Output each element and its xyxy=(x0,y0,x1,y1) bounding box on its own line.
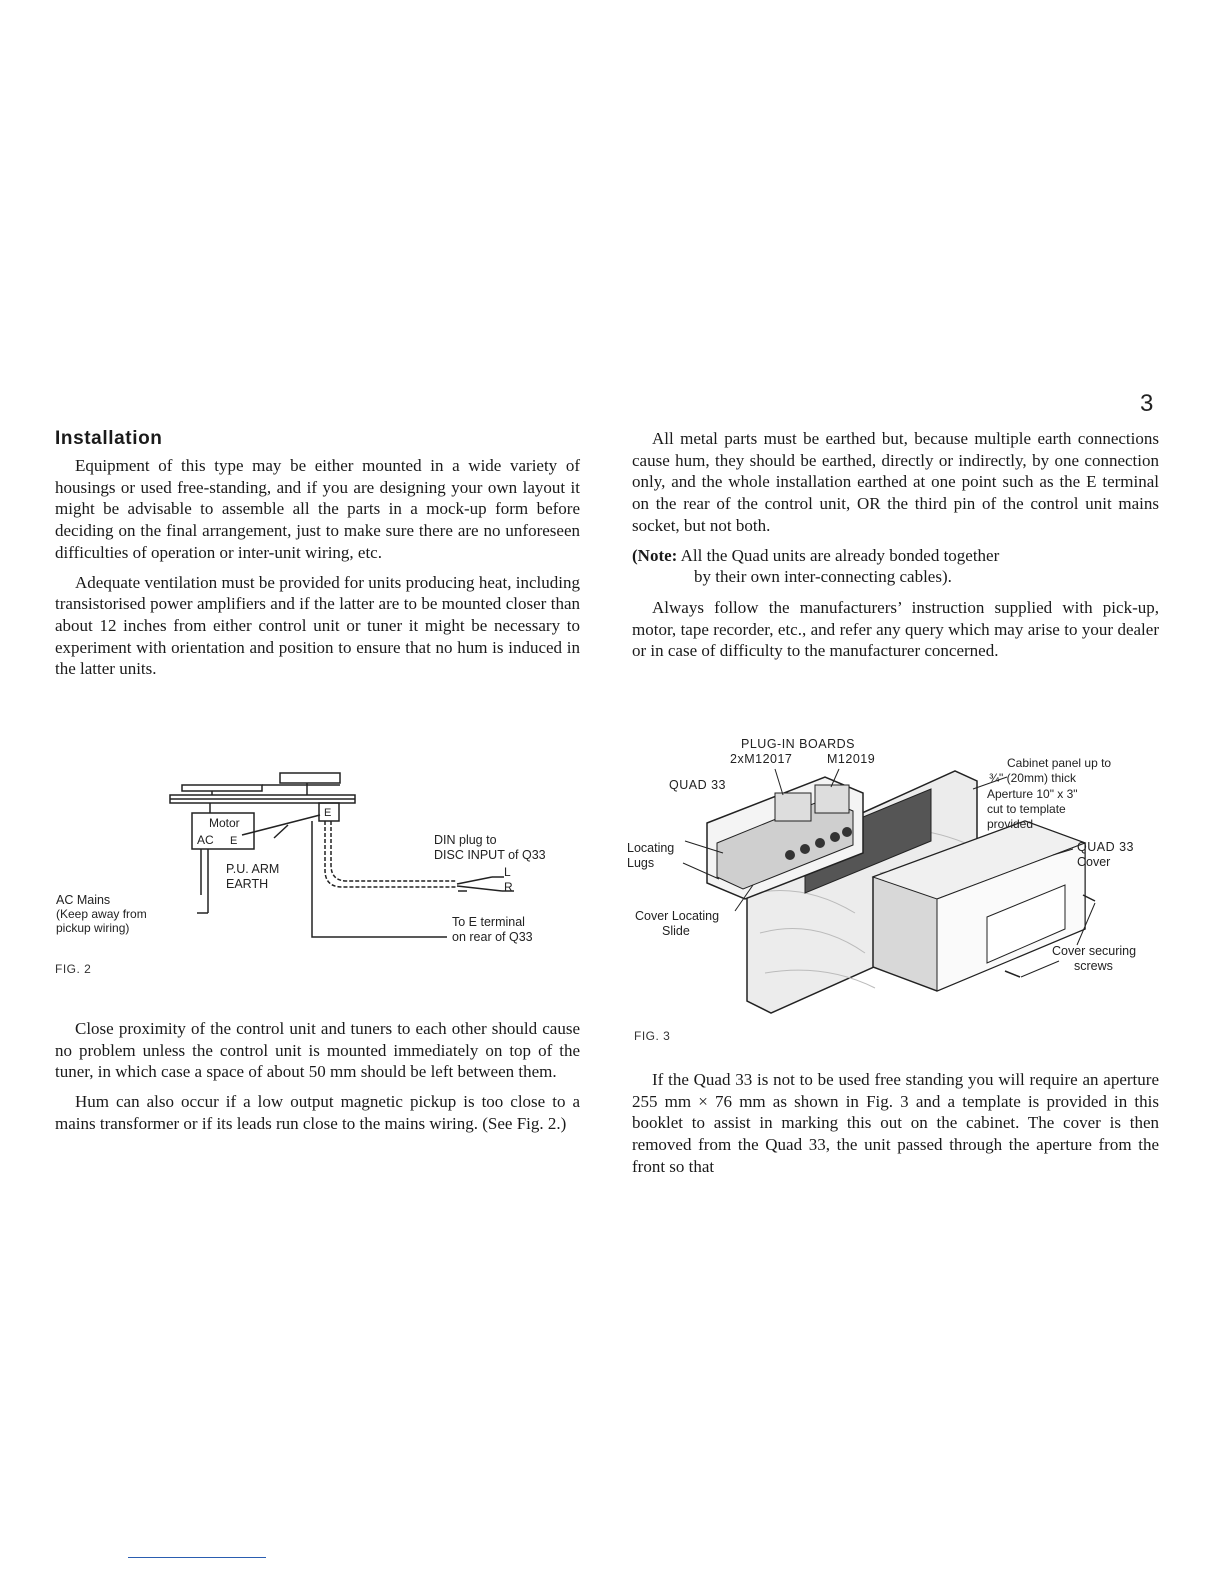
fig2-motor-e-label: E xyxy=(230,835,238,847)
note-line-1: All the Quad units are already bonded together xyxy=(680,545,1000,565)
fig2-arm-e-label: E xyxy=(324,807,332,819)
e-terminal-wire xyxy=(312,821,447,937)
fig2-motor-label: Motor xyxy=(209,816,240,830)
installation-paragraph-1: Equipment of this type may be either mounted in a wide variety of housings or used free-standing, and if you are designing your own layout it might be advisable to assemble all the parts in a mock-up form before deciding on the final arrangement, just to make sure there are no unforeseen difficulties of operation or inter-unit wiring, etc. xyxy=(55,456,580,562)
fig3-plugin-label-2a: 2xM12017 xyxy=(730,752,793,766)
aperture-section xyxy=(632,1069,1159,1186)
fig3-cover-label-2: Cover xyxy=(1077,855,1111,869)
fig3-plugin-label-2b: M12019 xyxy=(827,752,876,766)
earthing-section xyxy=(632,428,1159,670)
fig3-screws-label-2: screws xyxy=(1074,959,1113,973)
fig2-pu-arm-label-2: EARTH xyxy=(226,877,269,891)
fig3-cabinet-label-1: Cabinet panel up to xyxy=(1007,756,1112,770)
fig3-cover-label-1: QUAD 33 xyxy=(1077,840,1134,854)
fig2-e-terminal-label-2: on rear of Q33 xyxy=(452,930,533,944)
installation-continued xyxy=(55,1018,580,1143)
fig3-screws-label-1: Cover securing xyxy=(1052,944,1137,958)
fig3-caption: FIG. 3 xyxy=(634,1029,671,1043)
fig3-aperture-label-3: provided xyxy=(987,817,1034,831)
plugin-board-1 xyxy=(775,793,811,821)
fig3-locating-label-2: Lugs xyxy=(627,856,655,870)
earthing-paragraph: All metal parts must be earthed but, because multiple earth connections cause hum, they should be earthed, directly or indirectly, by one connection only, and the whole installation earthed at one point such as the E terminal on the rear of the control unit, OR the third pin of the control unit mains socket, but not both. xyxy=(632,429,1159,535)
note-line-2: by their own inter-connecting cables). xyxy=(694,567,952,587)
installation-section xyxy=(55,428,580,688)
fig2-din-label-2: DISC INPUT of Q33 xyxy=(434,848,546,862)
installation-paragraph-3: Close proximity of the control unit and tuners to each other should cause no problem unless the control unit is mounted immediately on top of the tuner, in which case a space of about 50 mm should be left between them. xyxy=(55,1019,580,1082)
figure-3 xyxy=(625,733,1160,1018)
tonearm-head xyxy=(280,773,340,783)
fig2-l-label: L xyxy=(504,865,511,879)
turntable-platter xyxy=(182,785,262,791)
fig2-pu-arm-label-1: P.U. ARM xyxy=(226,862,280,876)
manufacturer-instructions-paragraph: Always follow the manufacturers’ instruction supplied with pick-up, motor, tape recorder, etc., and refer any query which may arise to your dealer or in case of difficulty to the manufacturer concerned. xyxy=(632,597,1159,661)
fig3-aperture-label-2: cut to template xyxy=(987,802,1066,816)
fig3-cover-locating-label-1: Cover Locating xyxy=(635,909,720,923)
fig2-ac-mains-label-3: pickup wiring) xyxy=(56,921,130,935)
fig3-cover-locating-label-2: Slide xyxy=(662,924,690,938)
footnote-rule xyxy=(128,1557,266,1558)
fig2-ac-label: AC xyxy=(197,833,214,847)
fig3-quad33-label: QUAD 33 xyxy=(669,778,726,792)
installation-paragraph-4: Hum can also occur if a low output magnetic pickup is too close to a mains transformer or if its leads run close to the mains wiring. (See Fig. 2.) xyxy=(55,1092,580,1133)
fig2-r-label: R xyxy=(504,880,513,894)
din-l-line xyxy=(457,877,492,884)
installation-heading: Installation xyxy=(55,428,163,449)
fig3-plugin-label-1: PLUG-IN BOARDS xyxy=(741,737,855,751)
aperture-paragraph: If the Quad 33 is not to be used free standing you will require an aperture 255 mm × 76 mm as shown in Fig. 3 and a template is provided in this booklet to assist in marking this out on the cabinet. The cover is then removed from the Quad 33, the unit passed through the aperture from the front so that xyxy=(632,1070,1159,1176)
fig2-ac-mains-label-2: (Keep away from xyxy=(56,907,147,921)
page-number: 3 xyxy=(1140,390,1154,417)
cover-screw-2 xyxy=(1005,971,1020,977)
fig3-diagram xyxy=(625,733,1160,1018)
fig2-diagram xyxy=(52,765,582,980)
fig2-e-terminal-label-1: To E terminal xyxy=(452,915,525,929)
fig2-din-label-1: DIN plug to xyxy=(434,833,497,847)
figure-2 xyxy=(52,765,582,980)
note-block xyxy=(632,545,1159,588)
fig3-aperture-label-1: Aperture 10" x 3" xyxy=(987,787,1078,801)
note-label: (Note: xyxy=(632,545,678,565)
fig3-cabinet-label-2: ¾" (20mm) thick xyxy=(989,771,1076,785)
installation-paragraph-2: Adequate ventilation must be provided for units producing heat, including transistorised power amplifiers and if the latter are to be mounted closer than about 12 inches from either control unit or tuner it might be necessary to experiment with orientation and position to ensure that no hum is induced in the latter units. xyxy=(55,572,580,679)
plugin-board-2 xyxy=(815,785,849,813)
fig2-caption: FIG. 2 xyxy=(55,962,92,976)
fig3-locating-label-1: Locating xyxy=(627,841,675,855)
fig2-ac-mains-label-1: AC Mains xyxy=(56,893,111,907)
